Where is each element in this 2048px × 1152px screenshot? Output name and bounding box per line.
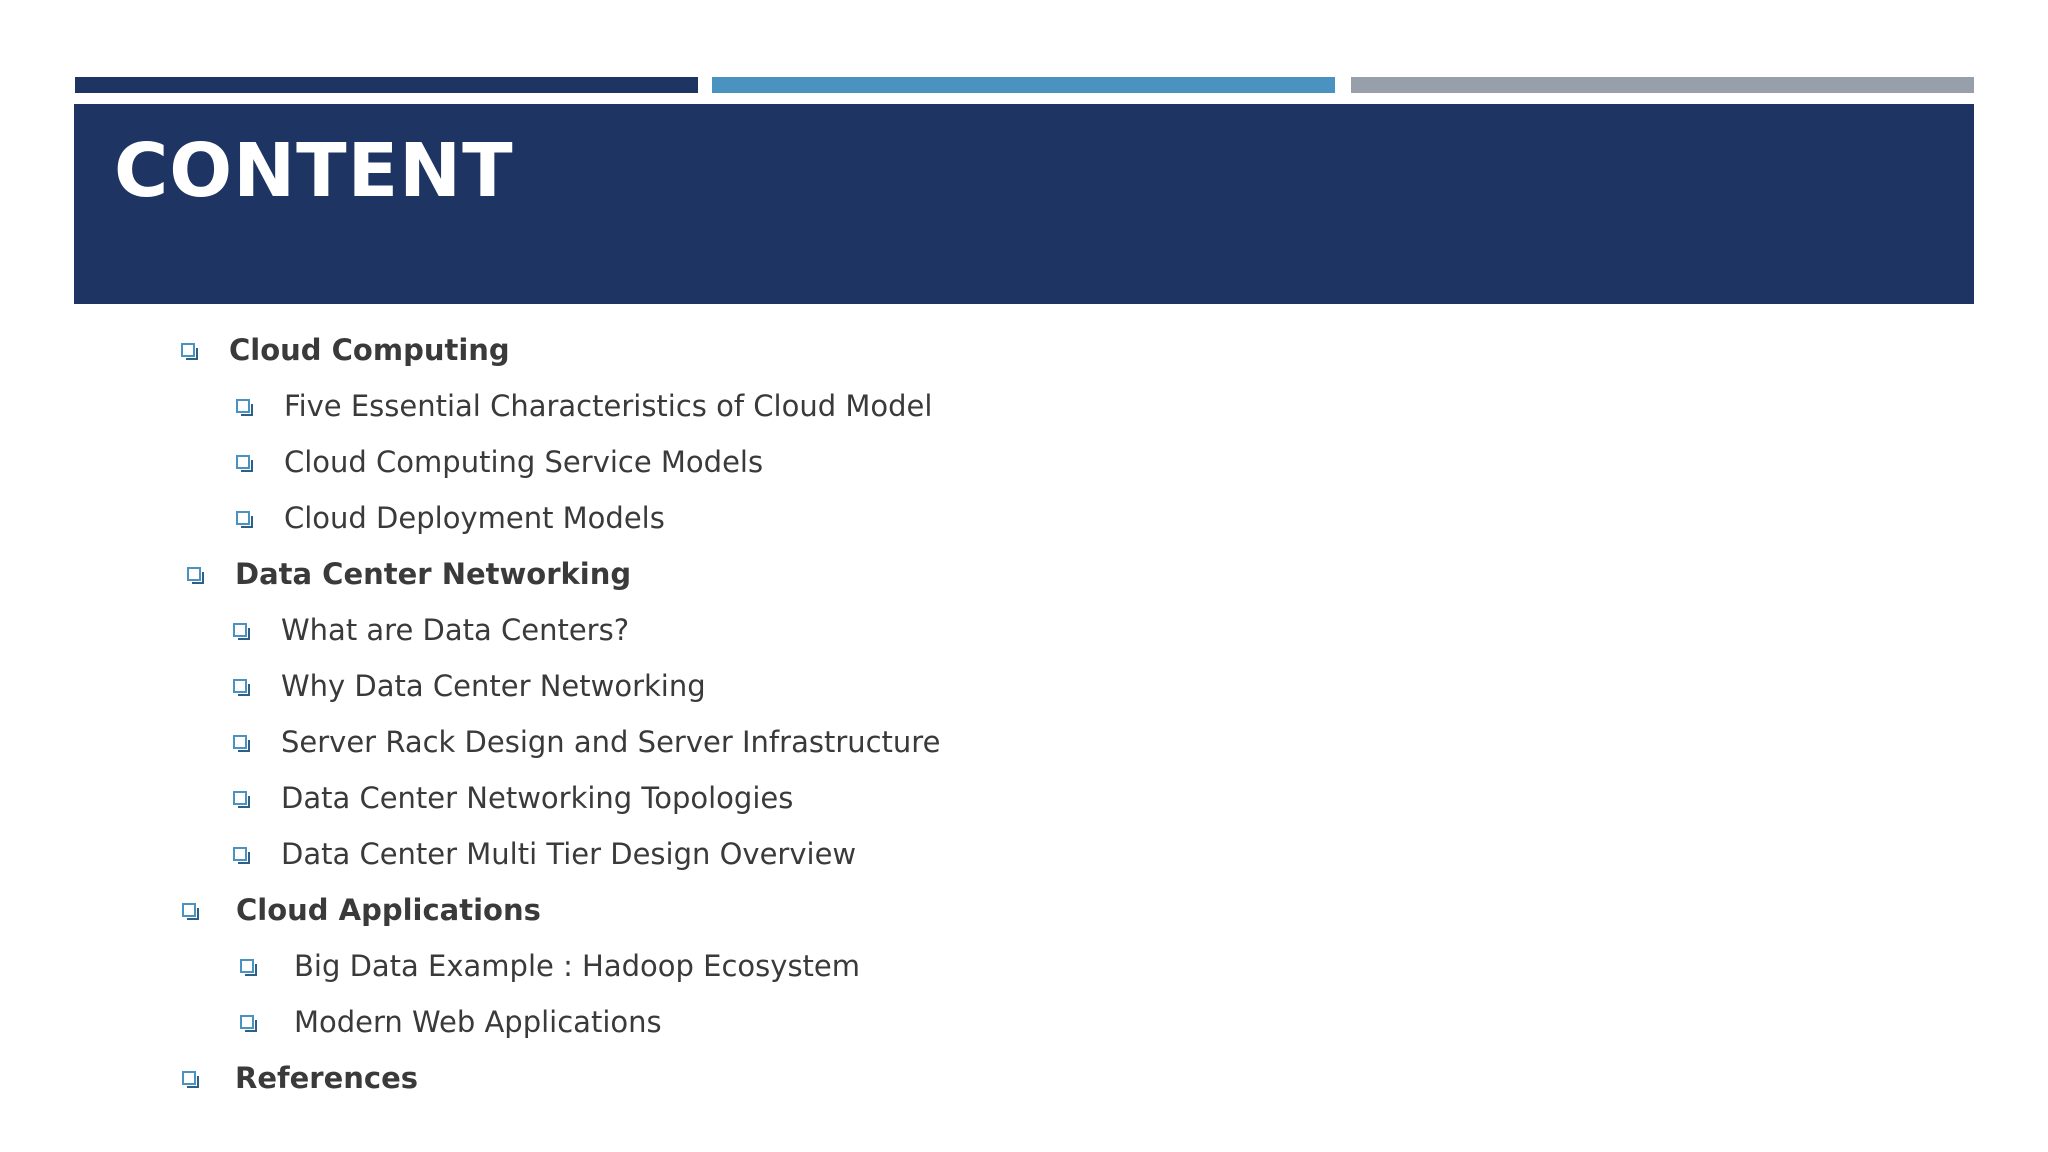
square-bullet-icon (233, 791, 247, 805)
outline-item (233, 602, 629, 658)
square-bullet-icon (240, 959, 254, 973)
outline-item-label: References (235, 1061, 419, 1095)
square-bullet-icon (236, 511, 250, 525)
outline-item-label: Data Center Networking (235, 557, 632, 591)
square-bullet-icon (181, 343, 195, 357)
outline-item (233, 658, 706, 714)
square-bullet-icon (233, 679, 247, 693)
outline-item (233, 770, 793, 826)
square-bullet-icon (182, 1071, 196, 1085)
outline-item-label: Data Center Multi Tier Design Overview (281, 837, 857, 871)
outline-item-label: Cloud Applications (236, 893, 541, 927)
outline-item-label: Five Essential Characteristics of Cloud Model (284, 389, 933, 423)
square-bullet-icon (233, 623, 247, 637)
outline-item (182, 1050, 418, 1106)
outline-item (181, 322, 510, 378)
outline-item (236, 490, 665, 546)
outline-item (236, 434, 763, 490)
square-bullet-icon (236, 455, 250, 469)
square-bullet-icon (187, 567, 201, 581)
outline-item-label: Cloud Deployment Models (284, 501, 665, 535)
square-bullet-icon (240, 1015, 254, 1029)
outline-item-label: Data Center Networking Topologies (281, 781, 794, 815)
outline-item (233, 714, 940, 770)
outline-item (187, 546, 631, 602)
outline-item (240, 938, 860, 994)
square-bullet-icon (236, 399, 250, 413)
outline-item (233, 826, 856, 882)
outline-item-label: Server Rack Design and Server Infrastructure (281, 725, 941, 759)
square-bullet-icon (233, 735, 247, 749)
outline-item-label: Big Data Example : Hadoop Ecosystem (294, 949, 861, 983)
outline-item-label: Why Data Center Networking (281, 669, 706, 703)
outline-item (182, 882, 541, 938)
outline-item-label: Modern Web Applications (294, 1005, 662, 1039)
square-bullet-icon (233, 847, 247, 861)
outline-item-label: Cloud Computing Service Models (284, 445, 764, 479)
outline-item (240, 994, 662, 1050)
outline-item (236, 378, 932, 434)
square-bullet-icon (182, 903, 196, 917)
outline-item-label: Cloud Computing (229, 333, 510, 367)
slide-title: CONTENT (114, 128, 514, 214)
outline-item-label: What are Data Centers? (281, 613, 630, 647)
